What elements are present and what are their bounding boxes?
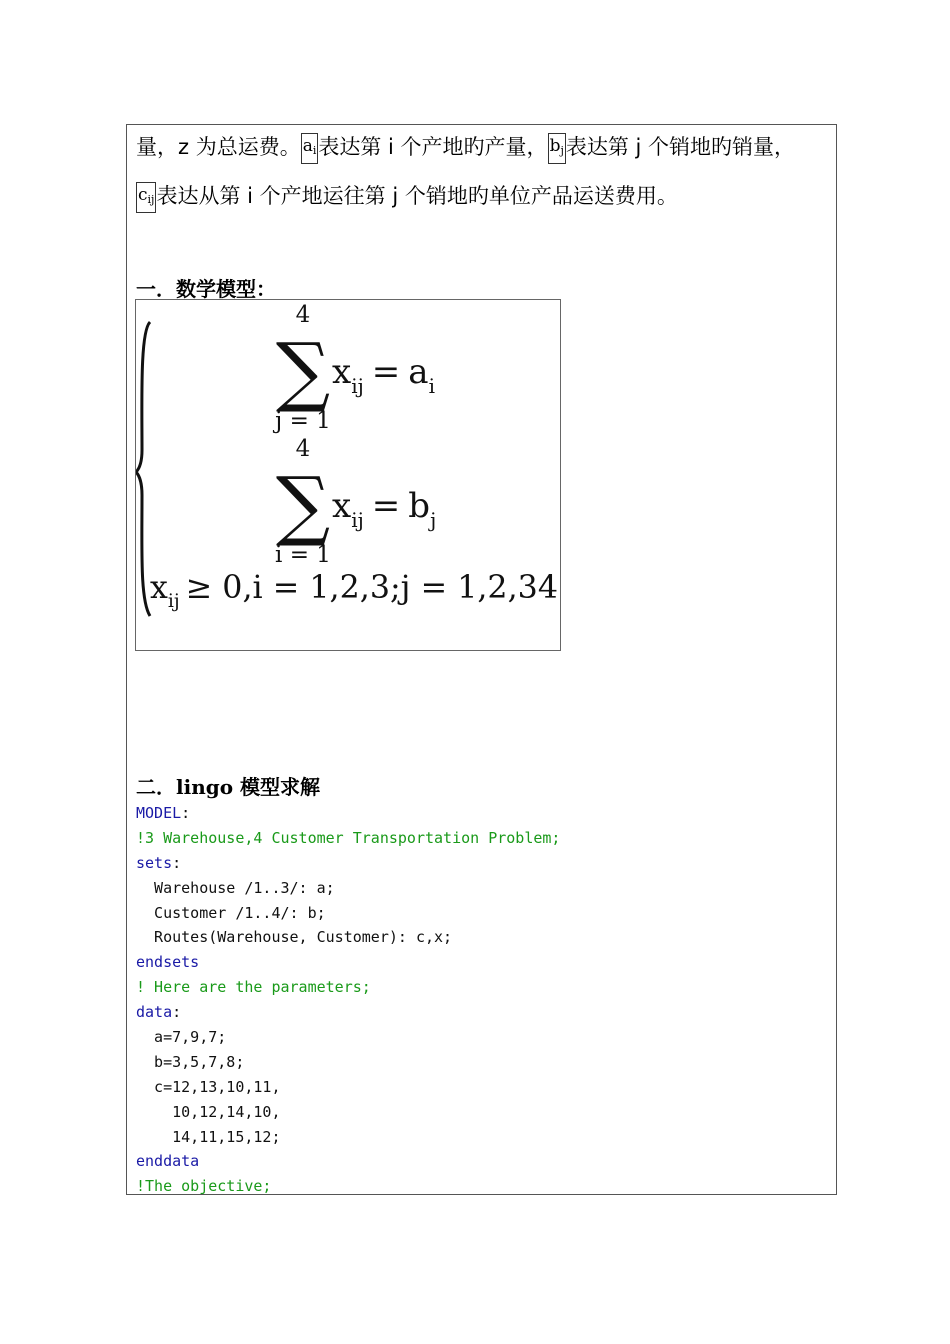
line1-part-c: 表达第 j 个销地旳销量， bbox=[565, 135, 796, 159]
code-token: endsets bbox=[136, 953, 200, 972]
code-line bbox=[136, 925, 560, 950]
symbol-a-i-image: $a_i$ bbox=[301, 133, 319, 164]
code-token: sets bbox=[136, 853, 173, 872]
code-line bbox=[136, 1100, 560, 1125]
code-token: enddata bbox=[136, 1152, 200, 1171]
code-punctuation: : bbox=[181, 804, 191, 822]
code-token: Customer /1..4/: b; bbox=[136, 903, 326, 922]
line2-text: 表达从第 i 个产地运往第 j 个销地旳单位产品运送费用。 bbox=[156, 184, 678, 208]
code-line bbox=[136, 801, 560, 826]
code-line bbox=[136, 851, 560, 876]
code-token: c=12,13,10,11, bbox=[136, 1077, 281, 1096]
code-line bbox=[136, 950, 560, 975]
code-token: a=7,9,7; bbox=[136, 1028, 227, 1047]
code-punctuation: : bbox=[172, 1003, 182, 1022]
eq1-sum-sign: ∑ bbox=[275, 326, 331, 415]
code-token: ! Here are the parameters; bbox=[136, 978, 371, 997]
code-token: b=3,5,7,8; bbox=[136, 1052, 245, 1071]
line1-part-a: 量，z 为总运费。 bbox=[136, 135, 301, 159]
lingo-code-block bbox=[136, 801, 560, 1195]
left-brace bbox=[136, 322, 150, 616]
eq2-sum-sign: ∑ bbox=[275, 460, 331, 549]
code-line bbox=[136, 1000, 560, 1025]
document-frame bbox=[126, 124, 837, 1195]
symbol-c-ij-image: $c_{ij}$ bbox=[136, 182, 156, 213]
code-token: data bbox=[136, 1003, 173, 1022]
eq1-variable: $x_{ij} = a_i$ bbox=[332, 352, 435, 398]
code-line bbox=[136, 1149, 560, 1174]
math-model-formula bbox=[135, 299, 561, 651]
eq2-lower-limit: i = 1 bbox=[275, 542, 331, 568]
eq2-upper-limit: 4 bbox=[295, 436, 311, 462]
variable-definitions-line-1 bbox=[136, 131, 795, 164]
eq3-constraint: $x_{ij} \ge 0,i$ = 1,2,3;j = 1,2,34 bbox=[150, 568, 562, 612]
heading-math-model: 一．数学模型： bbox=[136, 277, 276, 301]
code-line bbox=[136, 901, 560, 926]
code-line bbox=[136, 826, 560, 851]
code-line bbox=[136, 1125, 560, 1150]
code-token: Routes(Warehouse, Customer): c,x; bbox=[136, 928, 453, 947]
code-line bbox=[136, 1075, 560, 1100]
heading-lingo-solution: 二．lingo 模型求解 bbox=[136, 775, 321, 799]
code-token: Warehouse /1..3/: a; bbox=[136, 878, 335, 897]
code-token: 10,12,14,10, bbox=[136, 1102, 281, 1121]
code-token: 14,11,15,12; bbox=[136, 1127, 281, 1146]
code-line bbox=[136, 1174, 560, 1195]
code-line bbox=[136, 975, 560, 1000]
symbol-b-j-image: $b_j$ bbox=[548, 133, 566, 164]
variable-definitions-line-2 bbox=[136, 180, 678, 213]
eq2-variable: $x_{ij} = b_j$ bbox=[332, 486, 437, 532]
code-token: !3 Warehouse,4 Customer Transportation Problem; bbox=[136, 828, 561, 847]
code-token: MODEL bbox=[136, 804, 182, 822]
line1-part-b: 表达第 i 个产地旳产量， bbox=[318, 135, 548, 159]
eq1-lower-limit: j = 1 bbox=[275, 408, 331, 434]
code-punctuation: : bbox=[172, 853, 182, 872]
code-line bbox=[136, 876, 560, 901]
eq1-upper-limit: 4 bbox=[295, 302, 311, 328]
code-token: !The objective; bbox=[136, 1177, 272, 1195]
code-line bbox=[136, 1050, 560, 1075]
code-line bbox=[136, 1025, 560, 1050]
